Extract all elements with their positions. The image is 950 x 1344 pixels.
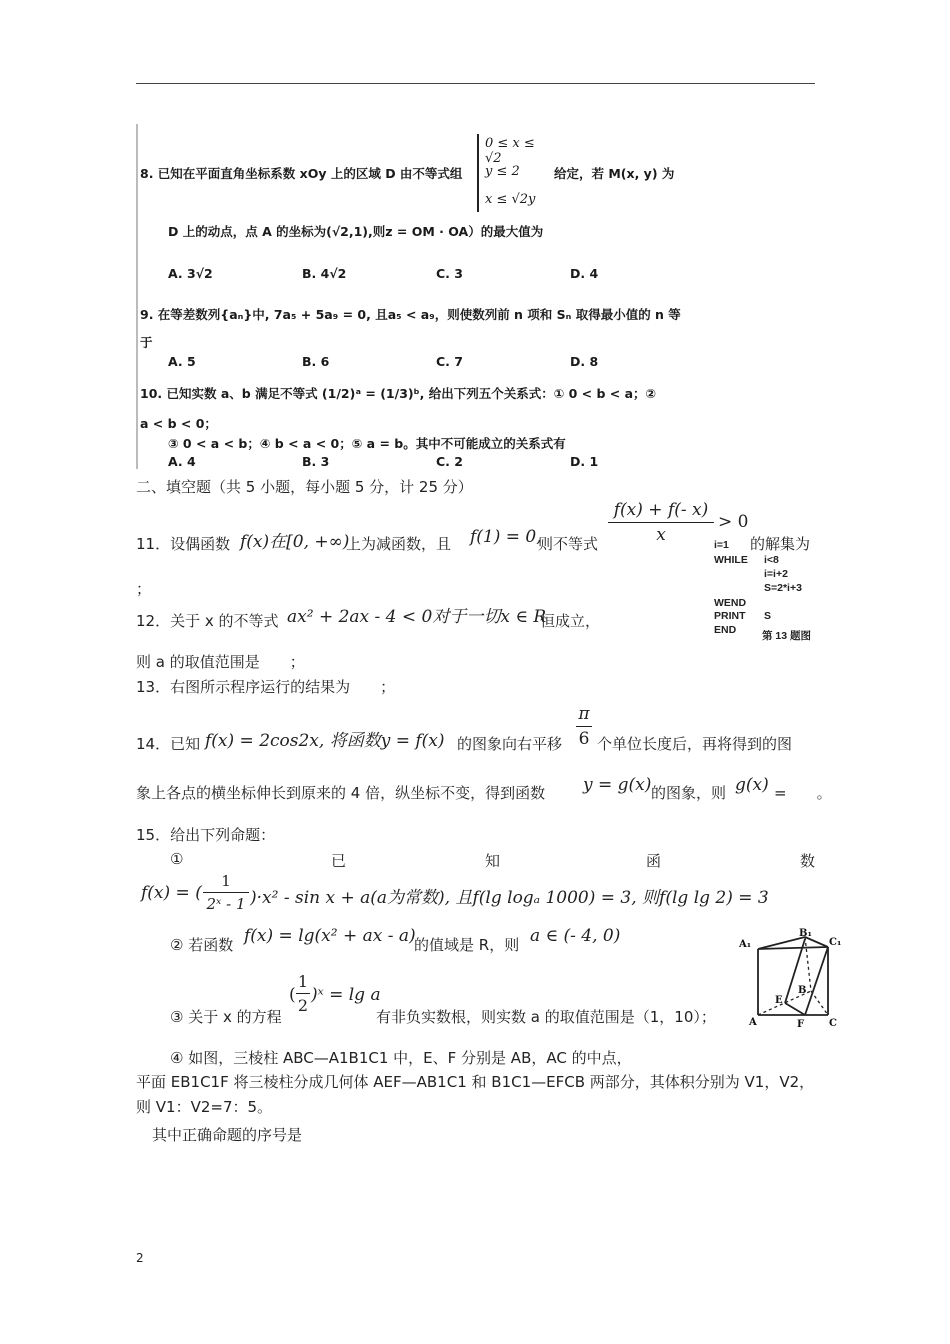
prism-label: A₁ bbox=[739, 939, 752, 950]
q11-end: ； bbox=[136, 580, 152, 598]
q15-tail: 其中正确命题的序号是 bbox=[152, 1126, 303, 1144]
q15-p3-label: ③ 关于 x 的方程 bbox=[170, 1008, 282, 1026]
prism-label: A bbox=[749, 1017, 757, 1028]
q8-option-d: D. 4 bbox=[570, 266, 599, 281]
q15-p1-word: 已 bbox=[331, 852, 347, 870]
prism-label: B₁ bbox=[799, 928, 812, 939]
q8-option-a: A. 3√2 bbox=[168, 266, 213, 281]
program-line: S bbox=[764, 610, 772, 622]
q15-heading: 15．给出下列命题： bbox=[136, 826, 276, 844]
q9-option-c: C. 7 bbox=[436, 354, 463, 369]
q8-option-b: B. 4√2 bbox=[302, 266, 347, 281]
prism-label: C₁ bbox=[829, 937, 842, 948]
q8-ineq-1: 0 ≤ x ≤ √2 bbox=[485, 136, 535, 166]
q15-p1-numerator: 1 bbox=[221, 872, 231, 890]
q10-option-d: D. 1 bbox=[570, 454, 599, 469]
q15-p4-line2: 平面 EB1C1F 将三棱柱分成几何体 AEF—AB1C1 和 B1C1—EFCB 两部分，其体积分别为 V1，V2， bbox=[136, 1073, 815, 1091]
q12-label: 12．关于 x 的不等式 bbox=[136, 612, 279, 630]
page-number: 2 bbox=[136, 1251, 144, 1265]
q15-p1-rhs: )·x² - sin x + a(a为常数), 且f(lg logₐ 1000) = 3, 则f(lg lg 2) = 3 bbox=[250, 888, 769, 908]
program-line: END bbox=[714, 624, 737, 636]
program-line: i<8 bbox=[764, 554, 779, 566]
figure-caption-13: 第 13 题图 bbox=[762, 630, 812, 642]
program-line: i=i+2 bbox=[764, 568, 788, 580]
q14-fraction bbox=[576, 704, 592, 749]
q15-p4-line1: ④ 如图，三棱柱 ABC—A1B1C1 中，E、F 分别是 AB，AC 的中点， bbox=[170, 1049, 632, 1067]
q14-text-b: 的图象向右平移 bbox=[457, 735, 563, 753]
q10-line3: ③ 0 < a < b；④ b < a < 0；⑤ a = b。其中不可能成立的关系式有 bbox=[168, 436, 566, 451]
q14-denominator: 6 bbox=[578, 729, 590, 749]
q10-option-a: A. 4 bbox=[168, 454, 196, 469]
q14-g-function: y = g(x) bbox=[583, 775, 652, 795]
q15-p1-word: 知 bbox=[485, 852, 501, 870]
q15-p1-word: 数 bbox=[800, 852, 816, 870]
q8-ineq-3: x ≤ √2y bbox=[485, 192, 536, 207]
q9-option-b: B. 6 bbox=[302, 354, 330, 369]
q8-line1: 8. 已知在平面直角坐标系数 xOy 上的区域 D 由不等式组 bbox=[140, 166, 463, 181]
q8-option-c: C. 3 bbox=[436, 266, 463, 281]
q15-p3-denominator: 2 bbox=[297, 996, 309, 1015]
q10-line2: a < b < 0； bbox=[140, 416, 217, 431]
q11-fraction bbox=[608, 500, 714, 545]
q8-tail: 给定，若 M(x, y) 为 bbox=[554, 166, 675, 181]
q15-p4-line3: 则 V1：V2=7：5。 bbox=[136, 1098, 273, 1116]
q14-text-c: 个单位长度后，再将得到的图 bbox=[597, 735, 793, 753]
q11-text-b: 上为减函数，且 bbox=[346, 535, 452, 553]
q15-p3-numerator: 1 bbox=[297, 972, 309, 991]
q10-line1: 10. 已知实数 a、b 满足不等式 (1/2)ᵃ = (1/3)ᵇ, 给出下列五个关系式：① 0 < b < a；② bbox=[140, 386, 657, 401]
q15-p3-text: 有非负实数根，则实数 a 的取值范围是（1，10）； bbox=[376, 1008, 716, 1026]
q14-label: 14．已知 bbox=[136, 735, 201, 753]
fraction-bar bbox=[296, 993, 310, 994]
q8-inequality-system bbox=[477, 134, 549, 212]
q14-gx: g(x) bbox=[735, 775, 769, 795]
q12-expression: ax² + 2ax - 4 < 0对于一切x ∈ R bbox=[287, 607, 547, 627]
q11-text-c: 则不等式 bbox=[538, 535, 599, 553]
prism-figure bbox=[735, 925, 845, 1033]
q13-text: 13．右图所示程序运行的结果为 ； bbox=[136, 678, 396, 696]
q11-denominator: x bbox=[656, 525, 666, 545]
section-heading-fill-in: 二、填空题（共 5 小题，每小题 5 分，计 25 分） bbox=[136, 478, 473, 496]
program-line: i=1 bbox=[714, 539, 729, 551]
program-line: WEND bbox=[714, 597, 747, 609]
q15-p1-denominator: 2ˣ - 1 bbox=[206, 895, 246, 913]
q15-p1-word: 函 bbox=[646, 852, 662, 870]
q9-line1: 9. 在等差数列{aₙ}中, 7a₅ + 5a₉ = 0, 且a₅ < a₉，则使数列前 n 项和 Sₙ 取得最小值的 n 等 bbox=[140, 307, 681, 322]
q12-line2: 则 a 的取值范围是 ； bbox=[136, 653, 305, 671]
prism-label: F bbox=[797, 1019, 805, 1030]
q9-option-a: A. 5 bbox=[168, 354, 196, 369]
fraction-bar bbox=[203, 892, 249, 893]
q15-p1-lhs: f(x) = ( bbox=[141, 883, 202, 903]
q15-p2-expression: f(x) = lg(x² + ax - a) bbox=[244, 926, 416, 946]
q11-numerator: f(x) + f(- x) bbox=[613, 500, 709, 520]
q8-line2: D 上的动点，点 A 的坐标为(√2,1),则z = OM · OA）的最大值为 bbox=[168, 224, 544, 239]
prism-label: B bbox=[798, 985, 807, 996]
q11-text-d: 的解集为 bbox=[750, 535, 811, 553]
q14-line2a: 象上各点的横坐标伸长到原来的 4 倍，纵坐标不变，得到函数 bbox=[136, 784, 546, 802]
prism-label: C bbox=[829, 1018, 837, 1029]
q15-p3-open: ( bbox=[289, 985, 296, 1005]
q15-p3-expression: )ˣ = lg a bbox=[311, 985, 381, 1005]
q12-text-b: 恒成立， bbox=[540, 612, 601, 630]
q11-f1: f(1) = 0, bbox=[470, 527, 542, 547]
q14-expression: f(x) = 2cos2x, 将函数y = f(x) bbox=[205, 731, 445, 751]
q15-p3-fraction bbox=[296, 972, 310, 1015]
program-line: PRINT bbox=[714, 610, 746, 622]
scanned-questions-image bbox=[136, 124, 681, 469]
header-rule bbox=[136, 83, 815, 84]
q11-gt: > 0 bbox=[718, 512, 749, 532]
program-line: WHILE bbox=[714, 554, 748, 566]
fraction-bar bbox=[608, 522, 714, 523]
q9-line2: 于 bbox=[140, 335, 153, 350]
q10-option-b: B. 3 bbox=[302, 454, 330, 469]
q14-line2b: 的图象，则 bbox=[651, 784, 727, 802]
prism-label: E bbox=[775, 995, 783, 1006]
program-line: S=2*i+3 bbox=[764, 582, 802, 594]
fraction-bar bbox=[576, 726, 592, 727]
q9-option-d: D. 8 bbox=[570, 354, 599, 369]
q15-p1-word: ① bbox=[170, 850, 184, 868]
q11-label: 11．设偶函数 bbox=[136, 535, 231, 553]
q11-function: f(x)在[0, +∞) bbox=[240, 532, 350, 552]
q15-p2-label: ② 若函数 bbox=[170, 936, 234, 954]
q14-line2c: = 。 bbox=[774, 784, 832, 802]
q14-numerator: π bbox=[578, 704, 590, 724]
q15-p1-fraction bbox=[203, 872, 249, 913]
q8-ineq-2: y ≤ 2 bbox=[485, 164, 520, 179]
q15-p2-range: a ∈ (- 4, 0) bbox=[530, 926, 621, 946]
q15-p2-text: 的值域是 R，则 bbox=[414, 936, 520, 954]
q10-option-c: C. 2 bbox=[436, 454, 463, 469]
